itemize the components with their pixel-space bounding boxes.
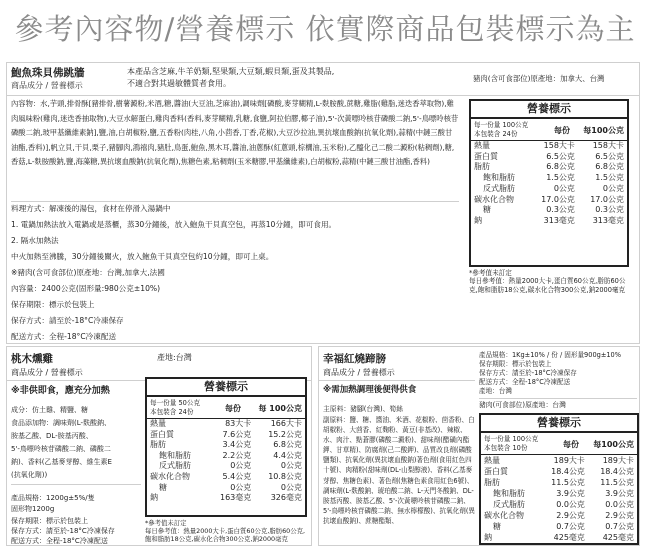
product-2-origin: 產地:台灣 [157, 353, 192, 362]
nutrition-row [147, 419, 305, 430]
nutrition-row [481, 455, 637, 466]
nutrient-name: 鈉 [150, 493, 158, 503]
nutrition-row [481, 499, 637, 510]
nutrient-per-100g: 18.4公克 [600, 467, 634, 476]
nutrient-per-serving: 11.5公克 [551, 478, 585, 487]
product-1-prep-1: 1. 電鍋加熱法放入電鍋或是蒸櫃，蒸30分鐘後，放入鮑魚干貝真空包，再蒸10分鐘，即可食用。 [11, 220, 337, 229]
product-1-origin: 豬肉(含可食部位)原產地：加拿大、台灣 [473, 74, 605, 83]
nutrition-servings: 本包裝含 24份 [474, 130, 518, 138]
nutrient-per-100g: 0公克 [280, 461, 302, 471]
nutrient-name: 蛋白質 [484, 467, 508, 476]
nutrient-per-serving: 0.7公克 [556, 522, 585, 531]
nutrition-row [147, 483, 305, 494]
nutrient-per-serving: 83大卡 [225, 419, 252, 428]
nutrient-per-serving: 425毫克 [553, 533, 585, 542]
nutrient-per-serving: 5.4公克 [222, 471, 252, 481]
product-2-ingredients-1: 成分：仿土雞、精鹽、糖 [11, 406, 88, 414]
product-2-ingredients-3: 胺基乙酸、DL-胺基丙酸、 [11, 432, 93, 440]
nutrition-row [147, 430, 305, 441]
nutrient-per-serving: 2.9公克 [556, 511, 585, 520]
nutrition-row [471, 162, 627, 173]
nutrient-name: 飽和脂肪 [493, 489, 525, 498]
nutrition-col-per-100g: 每100公克 [593, 440, 634, 449]
nutrition-rows [471, 141, 627, 227]
nutrient-per-100g: 3.9公克 [605, 489, 634, 498]
nutrient-name: 反式脂肪 [159, 461, 191, 471]
nutrition-col-per-100g: 每100公克 [583, 126, 624, 135]
nutrition-row [481, 488, 637, 499]
nutrient-per-serving: 1.5公克 [546, 173, 575, 183]
nutrient-name: 碳水化合物 [484, 511, 524, 520]
product-3-nutrition-table [479, 413, 639, 545]
nutrient-name: 蛋白質 [150, 429, 174, 439]
nutrient-per-100g: 326毫克 [270, 493, 302, 503]
nutrient-per-serving: 2.2公克 [222, 450, 252, 460]
nutrition-servings: 本包裝含 24份 [150, 408, 194, 416]
nutrient-name: 熱量 [474, 141, 490, 150]
product-1-nutrition-footnote: *參考值未訂定 每日參考值：熱量2000大卡,蛋白質60公克,脂肪60公克,飽和脂肪18公克,碳水化合物300公克,鈉2000毫克 [469, 269, 626, 294]
nutrition-title: 營養標示 [481, 415, 637, 433]
nutrition-row [481, 477, 637, 488]
product-2-spec-2: 固形物1200g [11, 505, 55, 513]
nutrient-per-100g: 11.5公克 [600, 478, 634, 487]
product-1-nutrition-table [469, 99, 629, 267]
nutrient-per-100g: 15.2公克 [268, 429, 302, 439]
nutrient-per-100g: 10.8公克 [268, 471, 302, 481]
nutrient-name: 蛋白質 [474, 151, 498, 161]
nutrient-per-serving: 7.6公克 [222, 429, 252, 439]
product-3-shipping: 配送方式：全程-18°C冷凍配送 [479, 378, 571, 386]
product-1-origin-2: ※豬肉(含可食部位)原產地：台灣,加拿大,法國 [11, 268, 165, 277]
nutrient-per-100g: 189大卡 [602, 456, 634, 465]
nutrition-col-per-serving: 每份 [563, 440, 579, 449]
nutrient-per-100g: 425毫克 [602, 533, 634, 542]
product-1-ingredients: 內容物：水,芋頭,排骨酥[豬排骨,樹薯澱粉,米酒,糖,醬油(大豆油,芝麻油),調味劑[磷酸,麥芽糊精,L-麩胺酸,蔗糖,雞脂(雞脂,迷迭香萃取物),雞肉風味粉(雞肉,迷迭香抽取物),大豆水解蛋白,雞肉香料(香料,麥芽糊精,乳糖,食鹽,阿拉伯膠,椰子油),5'-次黃嘌呤核苷磷酸二鈉,5'-鳥嘌呤核苷磷酸二鈉,玻甲基纖維素鈉],鹽,油,白胡椒粉,鹽,五香粉(肉桂,八角,小茴香,丁香,花椒),大豆沙拉油,異抗壞血酸鈉(抗氧化劑),蒜精(中鏈三酸甘油酯,香料)],帆立貝,干貝,栗子,豬腳肉,鴻禧肉,豬肚,鳥蛋,鮑魚,黑木耳,醬油,油蔥酥(紅蔥頭,棕櫚油,玉米粉),乙醯化己二酸二澱粉(粘稠劑),糖,香菇,L-麩胺酸鈉,鹽,海藻糖,異抗壞血酸鈉(抗氧化劑),焦糖色素,粘稠劑(玉米糖膠,甲基纖維素),白胡椒粉,蒜精(中鏈三酸甘油酯,香料) [11, 99, 459, 167]
product-1-prep-3: 中火加熱至沸騰，30分鐘後關火，放入鮑魚干貝真空包約10分鐘，即可上桌。 [11, 252, 274, 261]
product-1-storage: 保存方式：請至於-18°C冷凍保存 [11, 316, 124, 325]
page-banner: 參考內容物/營養標示 依實際商品包裝標示為主 [14, 12, 636, 46]
nutrient-per-100g: 0.0公克 [605, 500, 634, 509]
nutrition-col-per-100g: 每 100公克 [258, 404, 302, 413]
nutrition-serving-size: 每一份量 100公克 [484, 435, 539, 443]
product-2-panel [6, 346, 312, 546]
nutrient-per-100g: 0公克 [602, 183, 624, 193]
nutrition-row [471, 216, 627, 227]
product-2-ingredients-5: 鈉)、香料(乙基麥芽醇、維生素E [11, 458, 112, 466]
nutrient-per-100g: 313毫克 [592, 215, 624, 225]
product-2-shelf-life: 保存期限：標示於包裝上 [11, 517, 88, 525]
nutrient-per-100g: 6.5公克 [595, 151, 624, 161]
nutrient-name: 糖 [483, 205, 491, 215]
product-3-name: 幸福紅燒蹄膀 [323, 353, 386, 365]
product-3-shelf-life: 保存期限：標示於包裝上 [479, 360, 552, 368]
product-3-subtitle: 商品成分 / 營養標示 [323, 368, 395, 377]
nutrition-row [481, 510, 637, 521]
nutrient-per-serving: 189大卡 [553, 456, 585, 465]
product-1-allergy-note-2: 不適合對其過敏體質者食用。 [127, 79, 231, 88]
nutrient-name: 糖 [493, 522, 501, 531]
nutrition-row [147, 493, 305, 504]
nutrient-per-100g: 0.7公克 [605, 522, 634, 531]
nutrient-name: 脂肪 [474, 162, 490, 172]
nutrition-title: 營養標示 [147, 379, 305, 397]
nutrition-row [471, 195, 627, 206]
nutrient-per-100g: 0公克 [280, 482, 302, 492]
nutrient-name: 反式脂肪 [483, 183, 515, 193]
nutrient-name: 反式脂肪 [493, 500, 525, 509]
nutrition-col-per-serving: 每份 [554, 126, 570, 135]
nutrient-name: 飽和脂肪 [159, 450, 191, 460]
nutrient-per-serving: 3.9公克 [556, 489, 585, 498]
nutrient-name: 鈉 [484, 533, 492, 542]
product-3-main-ingredient: 主原料：豬腳(台灣)、筍絲 [323, 405, 404, 413]
nutrient-per-serving: 6.5公克 [546, 151, 575, 161]
product-2-ingredients-2: 食品添加物：調味劑(L-麩酸鈉、 [11, 419, 112, 427]
nutrient-per-serving: 0公克 [230, 461, 252, 471]
product-3-panel [318, 346, 640, 546]
nutrition-row [147, 440, 305, 451]
nutrition-row [481, 466, 637, 477]
nutrition-row [147, 461, 305, 472]
product-1-prep-title: 料理方式：解凍後的湯包，食材在停滑入湯鍋中 [11, 204, 171, 213]
nutrition-rows [481, 455, 637, 543]
nutrition-title: 營養標示 [471, 101, 627, 119]
nutrient-per-serving: 3.4公克 [222, 440, 252, 450]
nutrient-per-serving: 17.0公克 [541, 194, 575, 204]
product-3-warning: ※需加熱調理後便得供食 [323, 385, 417, 395]
nutrition-row [471, 141, 627, 152]
nutrient-per-100g: 0.3公克 [595, 205, 624, 215]
product-2-nutrition-table [145, 377, 307, 517]
product-1-header [7, 63, 639, 95]
nutrient-per-100g: 158大卡 [592, 141, 624, 150]
product-3-storage: 保存方式：請至於-18°C冷凍保存 [479, 369, 577, 377]
nutrient-per-100g: 6.8公克 [273, 440, 302, 450]
product-1-panel [6, 62, 640, 344]
product-3-spec: 產品規格：1Kg±10% / 份 / 固形量900g±10% [479, 351, 622, 359]
nutrient-per-serving: 163毫克 [220, 493, 252, 503]
product-2-ingredients-6: (抗氧化劑)) [11, 471, 48, 479]
product-2-warning: ※非供即食，應充分加熱 [11, 386, 110, 396]
nutrition-serving-size: 每一份量 100公克 [474, 121, 529, 129]
nutrition-row [471, 152, 627, 163]
product-2-ingredients-4: 5'-鳥嘌呤核苷磷酸二鈉、磷酸二 [11, 445, 111, 453]
product-1-prep-2: 2. 隔水加熱法 [11, 236, 59, 245]
product-1-shelf-life: 保存期限：標示於包裝上 [11, 300, 95, 309]
nutrition-row [481, 532, 637, 543]
product-1-weight: 內容量：2400公克(固形量:980公克±10%) [11, 284, 161, 293]
product-1-allergy-note-1: 本產品含芝麻,牛羊奶類,堅果類,大豆類,蝦貝類,蛋及其製品, [127, 67, 335, 76]
nutrient-name: 糖 [159, 482, 167, 492]
nutrition-servings: 本包裝含 10份 [484, 444, 528, 452]
nutrient-per-serving: 0公克 [553, 183, 575, 193]
product-1-shipping: 配送方式：全程-18°C冷凍配送 [11, 332, 117, 341]
nutrition-row [481, 521, 637, 532]
product-3-pork-origin: 豬肉(可食部位)原產地：台灣 [479, 401, 566, 409]
nutrient-per-serving: 0.0公克 [556, 500, 585, 509]
nutrient-name: 碳水化合物 [150, 471, 190, 481]
product-2-storage: 保存方式：請至於-18°C冷凍保存 [11, 527, 115, 535]
nutrient-per-100g: 166大卡 [270, 419, 302, 428]
nutrition-rows [147, 419, 305, 504]
nutrient-name: 脂肪 [484, 478, 500, 487]
nutrient-per-serving: 313毫克 [543, 215, 575, 225]
nutrient-name: 碳水化合物 [474, 194, 514, 204]
nutrient-name: 熱量 [484, 456, 500, 465]
nutrition-row [471, 184, 627, 195]
nutrient-name: 脂肪 [150, 440, 166, 450]
product-3-place: 產地：台灣 [479, 387, 512, 395]
nutrient-per-serving: 0公克 [230, 482, 252, 492]
product-2-spec: 產品規格：1200g±5%/隻 [11, 494, 95, 502]
nutrition-row [471, 205, 627, 216]
product-2-nutrition-footnote: *參考值未訂定 每日參考值：熱量2000大卡,蛋白質60公克,脂肪60公克,飽和脂肪18公克,碳水化合物300公克,鈉2000毫克 [145, 519, 306, 543]
nutrient-per-serving: 0.3公克 [546, 205, 575, 215]
product-2-shipping: 配送方式：全程-18°C冷凍配送 [11, 537, 108, 545]
nutrient-per-100g: 4.4公克 [273, 450, 302, 460]
nutrient-per-serving: 158大卡 [543, 141, 575, 150]
nutrient-name: 熱量 [150, 419, 166, 428]
nutrition-row [147, 451, 305, 462]
nutrition-serving-size: 每一份量 50公克 [150, 399, 201, 407]
nutrition-col-per-serving: 每份 [225, 404, 241, 413]
product-1-subtitle: 商品成分 / 營養標示 [11, 81, 83, 90]
nutrition-row [471, 173, 627, 184]
product-1-name: 鮑魚珠貝佛跳牆 [11, 67, 85, 79]
nutrient-per-100g: 1.5公克 [595, 173, 624, 183]
product-3-ingredients: 副原料：鹽、糖、醬油、米酒、花椒粉、茴香粉、白胡椒粉、大茴香、紅麴粉、黃豆(非基改)、辣椒、水、肉汁、點蒼膠(磷酸二澱粉)、甜味劑(醋磺內酯鉀、甘草精)、防腐劑(己二酸鉀)、品質改良劑(磷酸鹽類)、抗氧化劑(異抗壞血酸鈉)著色劑(食用紅色四十號)、肉精粉(甜味劑(DL-山梨醇液)、香料(乙基麥芽醇、焦糖色素)、著色劑(焦糖色素食用紅色6號)、調味劑(L-麩酸鈉、琥珀酸二鈉、L-天門冬酸鈉、DL-胺基丙酸、胺基乙酸、5'-次黃嘌呤核苷磷酸二鈉、5'-鳥嘌呤核苷磷酸二鈉、無水檸檬酸)、抗氧化劑(異抗壞血酸鈉)、蔗糖酯類、 [323, 416, 475, 525]
nutrient-per-100g: 2.9公克 [605, 511, 634, 520]
nutrient-per-100g: 17.0公克 [590, 194, 624, 204]
nutrient-name: 鈉 [474, 215, 482, 225]
nutrient-per-serving: 6.8公克 [546, 162, 575, 172]
nutrient-per-100g: 6.8公克 [595, 162, 624, 172]
product-2-name: 桃木燻雞 [11, 353, 53, 365]
nutrition-row [147, 472, 305, 483]
nutrient-per-serving: 18.4公克 [551, 467, 585, 476]
product-2-subtitle: 商品成分 / 營養標示 [11, 368, 83, 377]
nutrient-name: 飽和脂肪 [483, 173, 515, 183]
